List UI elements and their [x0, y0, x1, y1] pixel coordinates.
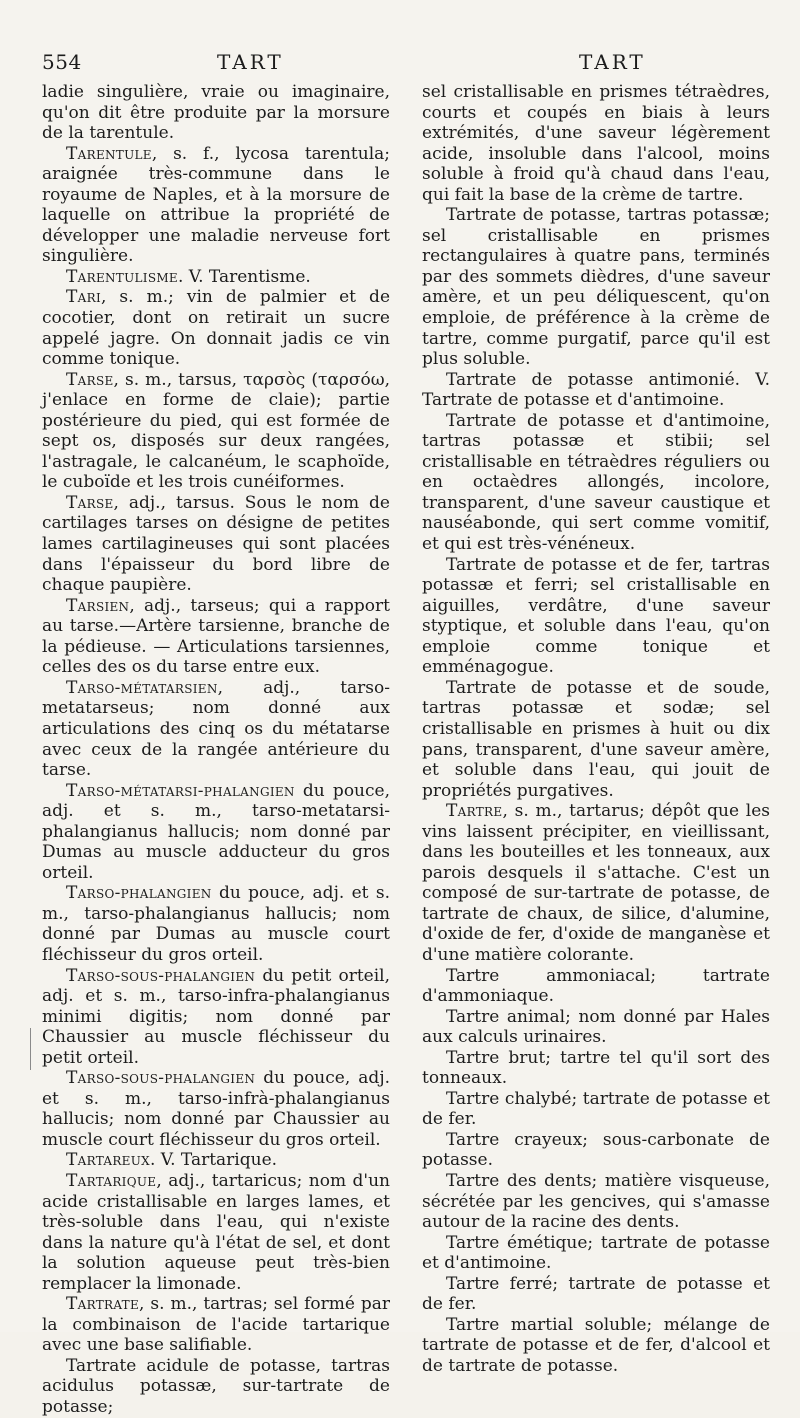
- entry-text: Tartrate de potasse et d'antimoine, tartras potassæ et stibii; sel cristallisable en tétraèdres réguliers ou en octaèdres allongés, incolore, transparent, d'une saveur caustique et nauséabonde, qui sert comme vomitif, et qui est très-vénéneux.: [422, 410, 770, 555]
- dictionary-entry-tartrate-potasse: [422, 205, 770, 369]
- entry-text: Tartrate de potasse, tartras potassæ; sel cristallisable en prismes rectangulaires à quatre pans, terminés par des sommets dièdres, d'une saveur amère, et un peu déliquescent, qu'on emploie, de préférence à la crème de tartre, comme purgatif, parce qu'il est plus soluble.: [422, 205, 770, 370]
- dictionary-entry-tartre-chalybe: [422, 1089, 770, 1130]
- entry-text: du pouce, adj. et s. m., tarso-phalangianus hallucis; nom donné par Dumas au muscle court fléchisseur du gros orteil.: [42, 883, 390, 965]
- entry-headword: Tarentule: [66, 143, 152, 164]
- dictionary-entry-tartareux: [42, 1150, 390, 1171]
- dictionary-entry-tartrate-soude: [422, 678, 770, 801]
- dictionary-entry-tarso-metatarsien: [42, 678, 390, 781]
- dictionary-entry-tartre-martial: [422, 1315, 770, 1377]
- entry-text: Tartre animal; nom donné par Hales aux calculs urinaires.: [422, 1006, 770, 1048]
- entry-text: Tartrate acidule de potasse, tartras acidulus potassæ, sur-tartrate de potasse;: [42, 1355, 390, 1417]
- dictionary-entry-tarentule: [42, 144, 390, 267]
- entry-text: Tartre chalybé; tartrate de potasse et de fer.: [422, 1088, 770, 1130]
- dictionary-entry-tarso-sous-phalangien-petit: [42, 966, 390, 1069]
- entry-text: , adj., tarsus. Sous le nom de cartilages tarses on désigne de petites lames cartilagineuses qui sont placées dans l'épaisseur du bord libre de chaque paupière.: [42, 492, 390, 596]
- dictionary-entry-tartrate: [42, 1294, 390, 1356]
- entry-text: du pouce, adj. et s. m., tarso-infrà-phalangianus hallucis; nom donné par Chaussier au muscle court fléchisseur du gros orteil.: [42, 1068, 390, 1150]
- entry-headword: Tarse: [66, 492, 114, 513]
- entry-headword: Tarse: [66, 369, 114, 390]
- entry-text: Tartre ammoniacal; tartrate d'ammoniaque.: [422, 965, 770, 1007]
- entry-headword: Tartareux: [66, 1150, 150, 1171]
- entry-text: , s. m.; vin de palmier et de cocotier, dont on retirait un sucre appelé jagre. On donnait jadis ce vin comme tonique.: [42, 287, 390, 370]
- dictionary-entry-tartre-ferre: [422, 1274, 770, 1315]
- entry-headword: Tarso-métatarsien: [66, 677, 218, 698]
- entry-text: , adj., tarseus; qui a rapport au tarse.—Artère tarsienne, branche de la pédieuse. — Articulations tarsiennes, celles des os du tarse entre eux.: [42, 595, 390, 678]
- entry-text: , adj., tartaricus; nom d'un acide cristallisable en larges lames, et très-soluble dans l'eau, qui n'existe dans la nature qu'à l'état de sel, et dont la solution aqueuse peut très-bien remplacer la limonade.: [42, 1170, 390, 1294]
- entry-text: . V. Tartarique.: [150, 1150, 278, 1171]
- dictionary-entry-tarso-phalangien: [42, 883, 390, 965]
- entry-headword: Tarso-sous-phalangien: [66, 1068, 256, 1089]
- entry-text: Tartre émétique; tartrate de potasse et d'antimoine.: [422, 1232, 770, 1274]
- entry-text: Tartre des dents; matière visqueuse, sécrétée par les gencives, qui s'amasse autour de la racine des dents.: [422, 1170, 770, 1233]
- entry-text: Tartrate de potasse antimonié. V. Tartrate de potasse et d'antimoine.: [422, 369, 770, 411]
- dictionary-entry-tartrate-antimonie: [422, 370, 770, 411]
- dictionary-entry-cont: [42, 82, 390, 144]
- entry-text: , s. m., tarsus, ταρσὸς (ταρσόω, j'enlace en forme de claie); partie postérieure du pied, qui est formée de sept os, disposés sur deux rangées, l'astragale, le calcanéum, le scaphoïde, le cuboïde et les trois cunéiformes.: [42, 369, 390, 493]
- dictionary-entry-tartre: [422, 801, 770, 965]
- margin-mark: [30, 1028, 31, 1070]
- entry-text: Tartre brut; tartre tel qu'il sort des tonneaux.: [422, 1047, 770, 1089]
- dictionary-entry-tarsien: [42, 596, 390, 678]
- entry-headword: Tarso-métatarsi-phalangien: [66, 780, 295, 801]
- dictionary-entry-tarso-sous-phalangien-pouce: [42, 1068, 390, 1150]
- dictionary-entry-tartarique: [42, 1171, 390, 1294]
- entry-text: du pouce, adj. et s. m., tarso-metatarsi-phalangianus hallucis; nom donné par Dumas au muscle adducteur du gros orteil.: [42, 780, 390, 883]
- entry-text: , s. m., tartras; sel formé par la combinaison de l'acide tartarique avec une base salifiable.: [42, 1294, 390, 1356]
- running-head: [42, 50, 772, 80]
- left-column: [42, 82, 390, 1418]
- page-number: 554: [42, 50, 82, 74]
- dictionary-entry-tartrate-acidule: [42, 1356, 390, 1418]
- dictionary-entry-tarse-sm: [42, 370, 390, 493]
- entry-text: . V. Tarentisme.: [178, 266, 311, 287]
- dictionary-entry-tarentulisme: [42, 267, 390, 288]
- dictionary-entry-tartre-emetique: [422, 1233, 770, 1274]
- dictionary-entry-tartrate-antimoine: [422, 411, 770, 555]
- dictionary-entry-tartre-crayeux: [422, 1130, 770, 1171]
- dictionary-entry-tartre-dents: [422, 1171, 770, 1233]
- entry-headword: Tarsien: [66, 595, 130, 616]
- dictionary-entry-tari: [42, 287, 390, 369]
- entry-text: Tartre ferré; tartrate de potasse et de fer.: [422, 1273, 770, 1315]
- entry-text: , s. m., tartarus; dépôt que les vins laissent précipiter, en vieillissant, dans les bouteilles et les tonneaux, aux parois desquels il s'attache. C'est un composé de sur-tartrate de potasse, de tartrate de chaux, de silice, d'alumine, d'oxide de fer, d'oxide de manganèse et d'une matière colorante.: [422, 801, 770, 965]
- right-column-title: TART: [579, 50, 646, 74]
- entry-text: Tartre crayeux; sous-carbonate de potasse.: [422, 1129, 770, 1171]
- dictionary-entry-tartrate-fer: [422, 555, 770, 678]
- dictionary-entry-tartre-animal: [422, 1007, 770, 1048]
- entry-text: ladie singulière, vraie ou imaginaire, qu'on dit être produite par la morsure de la tarentule.: [42, 82, 390, 144]
- entry-text: du petit orteil, adj. et s. m., tarso-infra-phalangianus minimi digitis; nom donné par Chaussier au muscle fléchisseur du petit orteil.: [42, 965, 390, 1068]
- entry-headword: Tarso-sous-phalangien: [66, 965, 256, 986]
- entry-text: , s. f., lycosa tarentula; araignée très-commune dans le royaume de Naples, et à la morsure de laquelle on attribue la propriété de développer une maladie nerveuse fort singulière.: [42, 143, 390, 267]
- left-column-title: TART: [217, 50, 284, 74]
- entry-headword: Tarentulisme: [66, 266, 178, 287]
- entry-headword: Tari: [66, 287, 101, 308]
- dictionary-entry-tartre-ammoniacal: [422, 966, 770, 1007]
- entry-text: Tartrate de potasse et de soude, tartras potassæ et sodæ; sel cristallisable en prismes à huit ou dix pans, transparent, d'une saveur amère, et soluble dans l'eau, qui jouit de propriétés purgatives.: [422, 677, 770, 801]
- entry-headword: Tartarique: [66, 1170, 157, 1191]
- entry-headword: Tartre: [446, 801, 503, 822]
- dictionary-entry-cont-right: [422, 82, 770, 205]
- entry-text: Tartre martial soluble; mélange de tartrate de potasse et de fer, d'alcool et de tartrate de potasse.: [422, 1314, 770, 1376]
- entry-text: sel cristallisable en prismes tétraèdres, courts et coupés en biais à leurs extrémités, d'une saveur légèrement acide, insoluble dans l'alcool, moins soluble à froid qu'à chaud dans l'eau, qui fait la base de la crème de tartre.: [422, 82, 770, 205]
- dictionary-entry-tartre-brut: [422, 1048, 770, 1089]
- entry-headword: Tartrate: [66, 1294, 140, 1315]
- right-column: [422, 82, 770, 1376]
- entry-text: Tartrate de potasse et de fer, tartras potassæ et ferri; sel cristallisable en aiguilles, verdâtre, d'une saveur styptique, et soluble dans l'eau, qu'on emploie comme tonique et emménagogue.: [422, 554, 770, 678]
- entry-text: , adj., tarso-metatarseus; nom donné aux articulations des cinq os du métatarse avec ceux de la rangée antérieure du tarse.: [42, 677, 390, 781]
- entry-headword: Tarso-phalangien: [66, 883, 212, 904]
- dictionary-entry-tarse-adj: [42, 493, 390, 596]
- dictionary-entry-tarso-metatarsi-phalangien: [42, 781, 390, 884]
